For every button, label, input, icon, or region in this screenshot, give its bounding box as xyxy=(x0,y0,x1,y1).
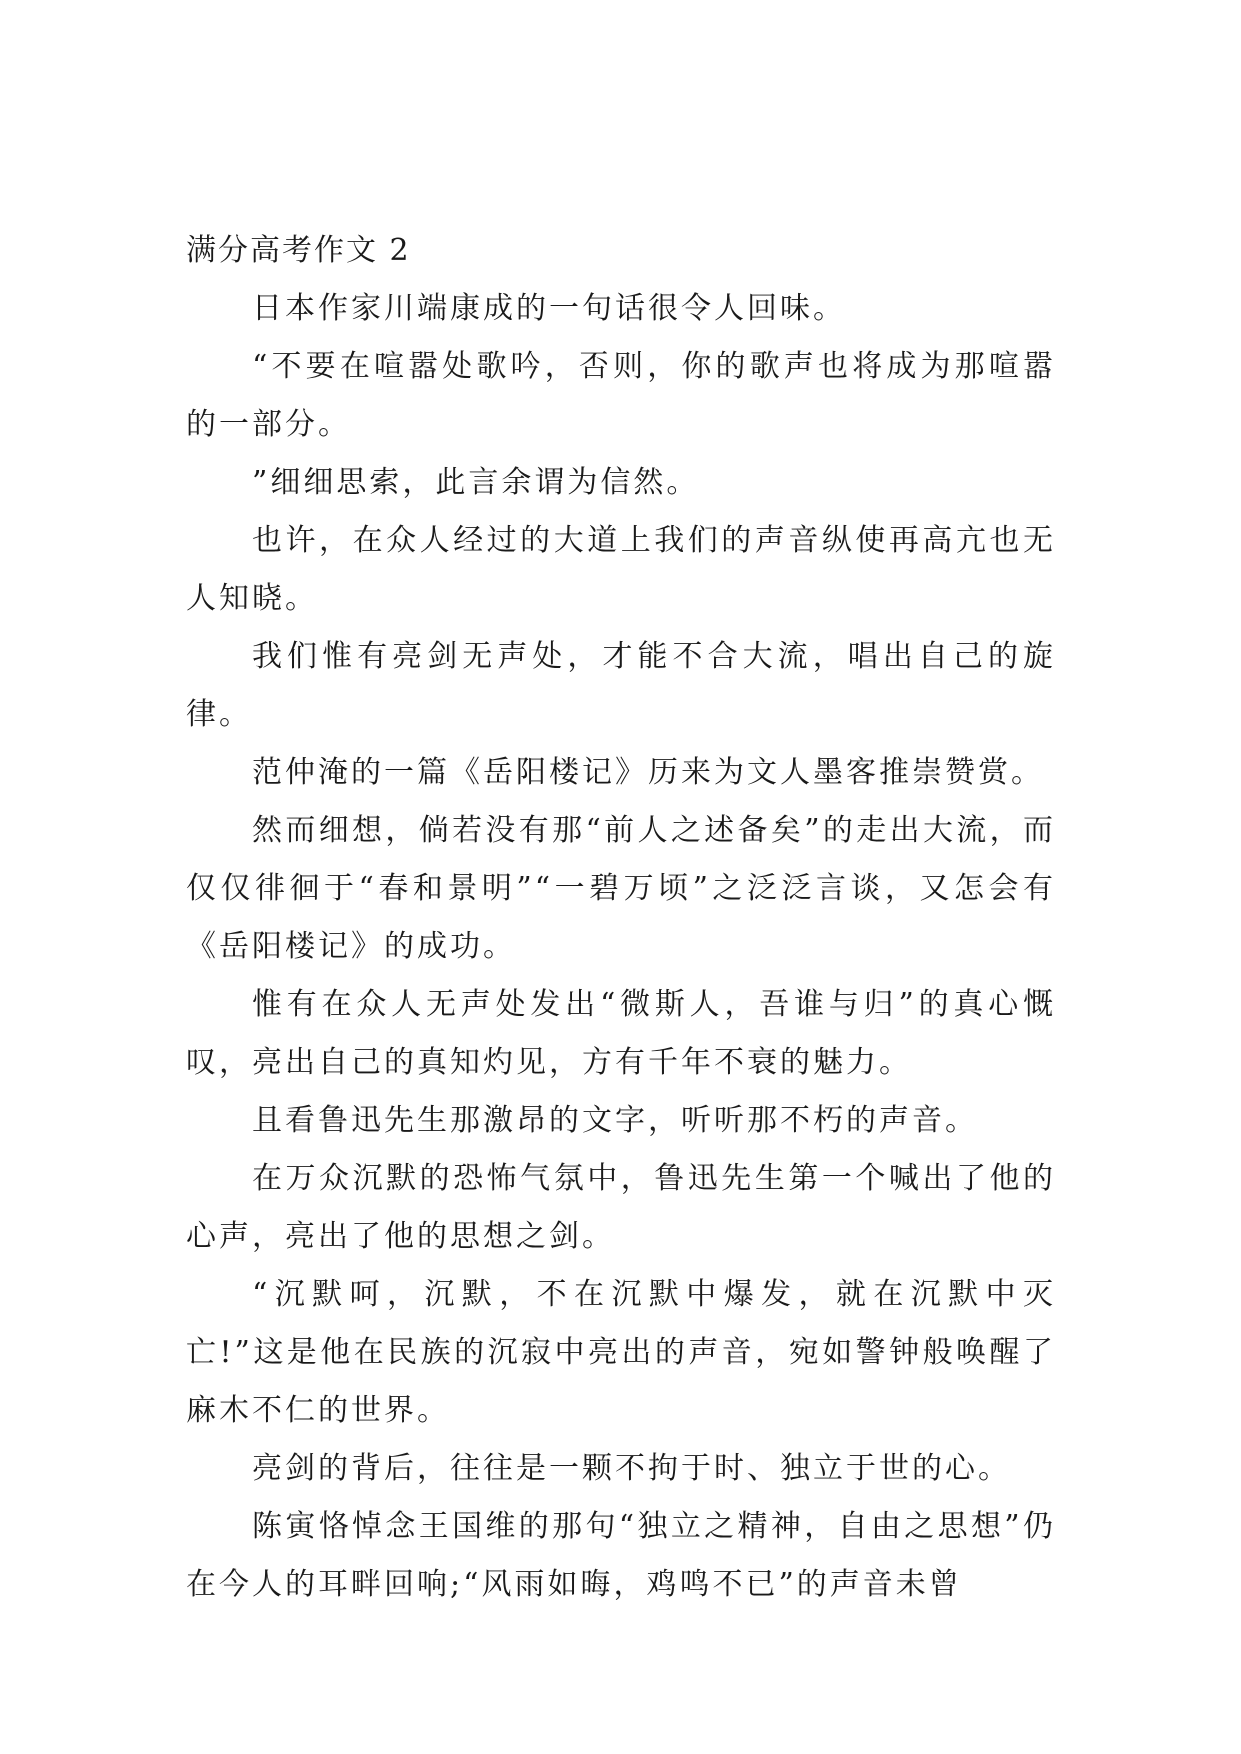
paragraph-4: 也许，在众人经过的大道上我们的声音纵使再高亢也无人知晓。 xyxy=(186,523,1056,616)
paragraph-7: 然而细想，倘若没有那“前人之述备矣”的走出大流，而仅仅徘徊于“春和景明”“一碧万顷”之泛泛言谈，又怎会有《岳阳楼记》的成功。 xyxy=(186,813,1056,964)
paragraph-10: 在万众沉默的恐怖气氛中，鲁迅先生第一个喊出了他的心声，亮出了他的思想之剑。 xyxy=(186,1161,1056,1254)
paragraph-1: 日本作家川端康成的一句话很令人回味。 xyxy=(252,291,846,326)
paragraph-9: 且看鲁迅先生那激昂的文字，听听那不朽的声音。 xyxy=(252,1103,978,1138)
document-body xyxy=(186,222,1056,1614)
document-title: 满分高考作文 2 xyxy=(186,233,411,268)
paragraph-5: 我们惟有亮剑无声处，才能不合大流，唱出自己的旋律。 xyxy=(186,639,1056,732)
paragraph-12: 亮剑的背后，往往是一颗不拘于时、独立于世的心。 xyxy=(252,1451,1011,1486)
paragraph-6: 范仲淹的一篇《岳阳楼记》历来为文人墨客推崇赞赏。 xyxy=(252,755,1044,790)
paragraph-11: “沉默呵，沉默，不在沉默中爆发，就在沉默中灭亡!”这是他在民族的沉寂中亮出的声音，宛如警钟般唤醒了麻木不仁的世界。 xyxy=(186,1277,1056,1428)
paragraph-2: “不要在喧嚣处歌吟，否则，你的歌声也将成为那喧嚣的一部分。 xyxy=(186,349,1056,442)
paragraph-13: 陈寅恪悼念王国维的那句“独立之精神，自由之思想”仍在今人的耳畔回响;“风雨如晦，鸡鸣不已”的声音未曾 xyxy=(186,1509,1056,1602)
paragraph-3: ”细细思索，此言余谓为信然。 xyxy=(252,465,700,500)
paragraph-8: 惟有在众人无声处发出“微斯人，吾谁与归”的真心慨叹，亮出自己的真知灼见，方有千年不衰的魅力。 xyxy=(186,987,1056,1080)
